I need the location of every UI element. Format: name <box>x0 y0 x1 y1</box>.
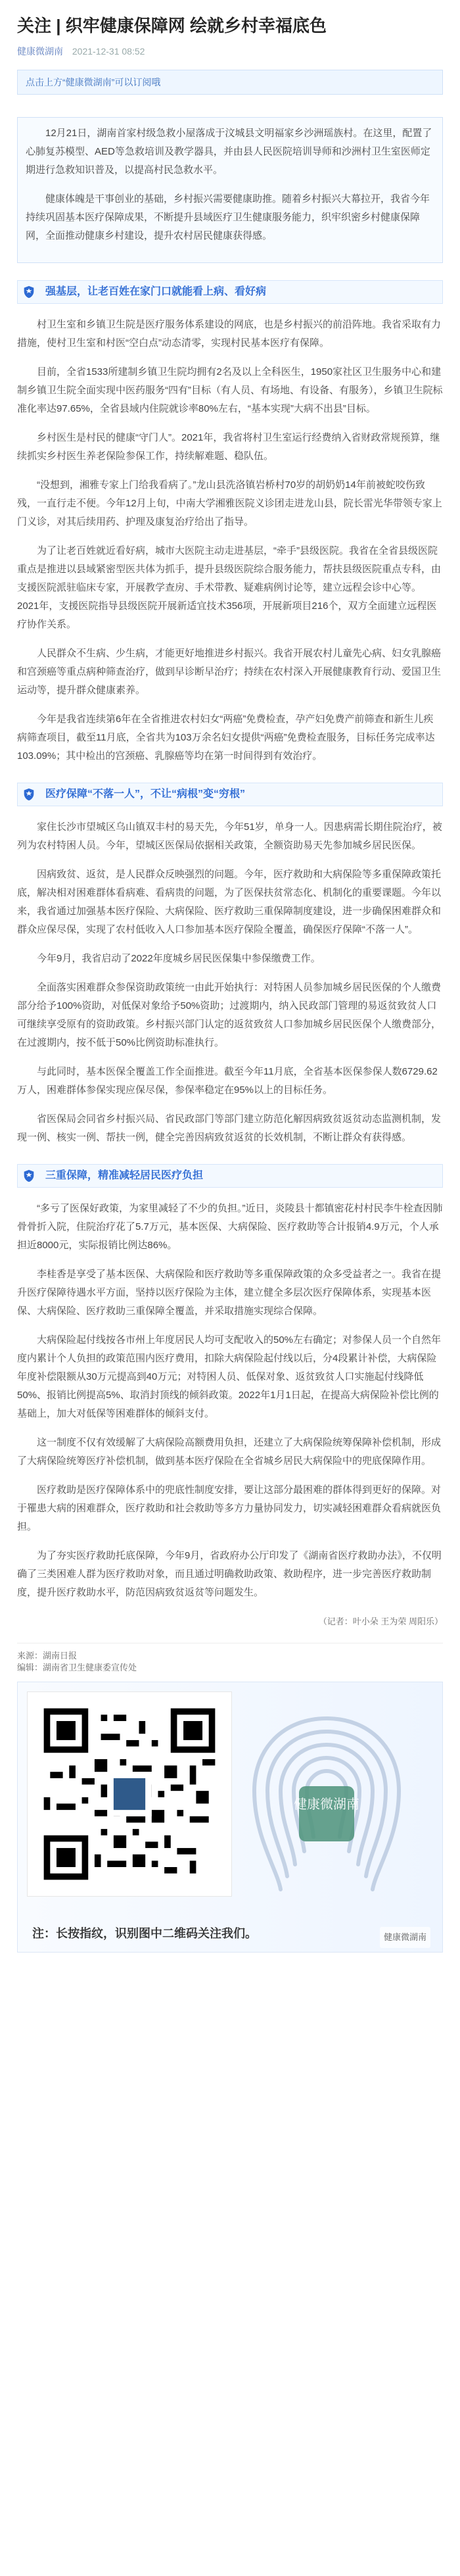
account-link[interactable]: 健康微湖南 <box>17 46 63 57</box>
section-title: 强基层，让老百姓在家门口就能看上病、看好病 <box>45 286 267 297</box>
watermark: 健康微湖南 <box>380 1927 430 1948</box>
section-icon <box>18 783 40 806</box>
intro-paragraph: 12月21日，湖南首家村级急救小屋落成于汶城县文明福家乡沙洲瑶族村。在这里，配置了心肺复苏模型、AED等急救培训及教学器具，并由县人民医院培训导师和沙洲村卫生室医师定期进行急救知识普及，以提高村民急救水平。 <box>26 128 432 176</box>
section-2-paragraph: 与此同时，基本医保全覆盖工作全面推进。截至今年11月底，全省基本医保参保人数6729.62万人，困难群体参保实现应保尽保，参保率稳定在95%以上的目标任务。 <box>17 1066 438 1096</box>
section-1-paragraph: 目前，全省1533所建制乡镇卫生院均拥有2名及以上全科医生，1950家社区卫生服务中心和建制乡镇卫生院全面实现中医药服务“四有”目标（有人员、有场地、有设备、有服务），乡镇卫生院标准化率达97.65%，全省县域内住院就诊率80%左右，“基本实现”大病不出县”目标。 <box>17 366 443 414</box>
section-2-paragraph: 省医保局会同省乡村振兴局、省民政部门等部门建立防范化解因病致贫返贫动态监测机制，发现一例、核实一例、帮扶一例，健全完善因病致贫返贫的长效机制，不断让群众有获得感。 <box>17 1113 442 1143</box>
section-3-paragraph: 医疗救助是医疗保障体系中的兜底性制度安排，要让这部分最困难的群体得到更好的保障。对于罹患大病的困难群众，医疗救助和社会救助等多方力量协同发力，切实减轻困难群众看病就医负担。 <box>17 1484 442 1532</box>
source-line: 来源：湖南日报 <box>17 1651 78 1661</box>
follow-tip[interactable]: 点击上方“健康微湖南”可以订阅哦 <box>17 70 443 95</box>
section-icon <box>18 281 40 303</box>
qr-icon <box>37 1702 221 1886</box>
section-3-paragraph: 大病保险起付线按各市州上年度居民人均可支配收入的50%左右确定；对参保人员一个自然年度内累计个人负担的政策范围内医疗费用，扣除大病保险起付线以后，分4段累计补偿，大病保险年度补偿限额从30万元提高到40万元；对特困人员、低保对象、返贫致贫人口实施起付线降低50%、报销比例提高5%、取消封顶线的倾斜政策。2022年1月1日起，在提高大病保险补偿比例的基础上，加大对低保等困难群体的倾斜支付。 <box>17 1334 442 1419</box>
section-title: 三重保障，精准减轻居民医疗负担 <box>45 1170 204 1181</box>
section-icon <box>18 1165 40 1187</box>
section-head-3 <box>17 1164 443 1188</box>
section-2-paragraph: 家住长沙市望城区乌山镇双丰村的易天先，今年51岁，单身一人。因患病需长期住院治疗，被列为农村特困人员。今年，望城区医保局依据相关政策，全额资助易天先参加城乡居民医保。 <box>17 821 442 851</box>
source-box <box>17 1643 443 1674</box>
editor-line: 编辑：湖南省卫生健康委宣传处 <box>17 1663 137 1672</box>
section-2-paragraph: 今年9月，我省启动了2022年度城乡居民医保集中参保缴费工作。 <box>37 953 321 964</box>
fingerprint-icon <box>228 1695 425 1912</box>
section-2-paragraph: 全面落实困难群众参保资助政策统一由此开始执行：对特困人员参加城乡居民医保的个人缴费部分给予100%资助，对低保对象给予50%资助；过渡期内，纳入民政部门管理的易返贫致贫人口可继续享受原有的资助政策。乡村振兴部门认定的返贫致贫人口参加城乡居民医保个人缴费部分，在过渡期内，按不低于50%比例资助标准执行。 <box>17 982 442 1048</box>
article-header <box>0 0 460 58</box>
section-1-paragraph: 乡村医生是村民的健康“守门人”。2021年，我省将村卫生室运行经费纳入省财政常规预算，继续抓实乡村医生养老保险参保工作，持续解难题、稳队伍。 <box>17 432 440 462</box>
section-1-paragraph: 人民群众不生病、少生病，才能更好地推进乡村振兴。我省开展农村儿童先心病、妇女乳腺癌和宫颈癌等重点病种筛查治疗，做到早诊断早治疗；持续在农村深入开展健康教育行动、爱国卫生运动等，提升群众健康素养。 <box>17 648 442 696</box>
section-3-paragraph: “多亏了医保好政策，为家里减轻了不少的负担。”近日，炎陵县十都镇密花村村民李牛栓查因肺骨骨折入院，住院治疗花了5.7万元，基本医保、大病保险、医疗救助等合计报销4.9万元，个人承担近8000元，实际报销比例达86%。 <box>17 1203 443 1251</box>
article-body <box>0 95 460 1953</box>
section-3-paragraph: 为了夯实医疗救助托底保障，今年9月，省政府办公厅印发了《湖南省医疗救助办法》，不仅明确了三类困难人群为医疗救助对象，而且通过明确救助政策、救助程序，进一步完善医疗救助制度，提升医疗救助水平，防范因病致贫返贫等问题发生。 <box>17 1550 442 1598</box>
section-1-paragraph: 今年是我省连续第6年在全省推进农村妇女“两癌”免费检查，孕产妇免费产前筛查和新生儿疾病筛查项目，截至11月底，全省共为103万余名妇女提供“两癌”免费检查服务，目标任务完成率达103.09%；其中检出的宫颈癌、乳腺癌等均在第一时间得到有效治疗。 <box>17 714 435 762</box>
intro-paragraph: 健康体魄是干事创业的基础，乡村振兴需要健康助推。随着乡村振兴大幕拉开，我省今年持续巩固基本医疗保障成果，不断提升县域医疗卫生健康服务能力，织牢织密乡村健康保障网，全面推动健康乡村建设，提升农村居民健康获得感。 <box>26 193 430 241</box>
section-1-paragraph: 村卫生室和乡镇卫生院是医疗服务体系建设的网底，也是乡村振兴的前沿阵地。我省采取有力措施，使村卫生室和村医“空白点”动态清零，实现村民基本医疗有保障。 <box>17 319 442 349</box>
section-head-1 <box>17 280 443 304</box>
qr-card <box>17 1682 443 1953</box>
stamp-text: 健康微湖南 <box>294 1796 359 1812</box>
section-1-paragraph: 为了让老百姓就近看好病，城市大医院主动走进基层，“牵手”县级医院。我省在全省县级医院重点是推进以县域紧密型医共体为抓手，提升县级医院综合服务能力，帮扶县级医院重点专科，由支援医院派驻临床专家，开展教学查房、手术带教、疑难病例讨论等，建立远程会诊中心等。2021年，支援医院指导县级医院开展新适宜技术356项，开展新项目216个，双方全面建立远程医疗协作关系。 <box>17 545 442 630</box>
section-3-paragraph: 李桂香是享受了基本医保、大病保险和医疗救助等多重保障政策的众多受益者之一。我省在提升医疗保障待遇水平方面，坚持以医疗保险为主体，建立健全多层次医疗保障体系，实现基本医保、大病保险、医疗救助三重保障全覆盖，并采取措施实现综合保障。 <box>17 1269 442 1317</box>
qr-code[interactable] <box>27 1691 232 1897</box>
qr-caption: 注：长按指纹，识别图中二维码关注我们。 <box>32 1927 257 1940</box>
section-title: 医疗保障“不落一人”，不让“病根”变“穷根” <box>45 789 246 800</box>
intro-box <box>17 117 443 263</box>
section-2-paragraph: 因病致贫、返贫，是人民群众反映强烈的问题。今年，医疗救助和大病保险等多重保障政策托底，解决相对困难群体看病难、看病贵的问题，为了医保扶贫常态化、机制化的重要课题。今年以来，我省通过加强基本医疗保险、大病保险、医疗救助三重保障制度建设，进一步确保困难群众和群众应保尽保，实现了农村低收入人口参加基本医疗保险全覆盖，确保医疗保障“不落一人”。 <box>17 869 442 935</box>
section-head-2 <box>17 783 443 806</box>
section-1-paragraph: “没想到，湘雅专家上门给我看病了。”龙山县洗洛镇岩桥村70岁的胡奶奶14年前被蛇咬伤致残，一直行走不便。今年12月上旬，中南大学湘雅医院义诊团走进龙山县，院长雷光华带领专家上门义诊，对其后续用药、护理及康复治疗给出了指导。 <box>17 479 442 527</box>
article-title: 关注 | 织牢健康保障网 绘就乡村幸福底色 <box>17 16 327 36</box>
section-3-paragraph: 这一制度不仅有效缓解了大病保险高额费用负担，还建立了大病保险统筹保障补偿机制，形成了大病保险统筹医疗补偿机制，做到基本医疗保险在全省城乡居民大病保险中的兜底保障作用。 <box>17 1437 442 1467</box>
signature: （记者：叶小朵 王为荣 周阳乐） <box>318 1616 443 1626</box>
publish-date: 2021-12-31 08:52 <box>72 46 145 57</box>
article-meta <box>17 45 443 58</box>
